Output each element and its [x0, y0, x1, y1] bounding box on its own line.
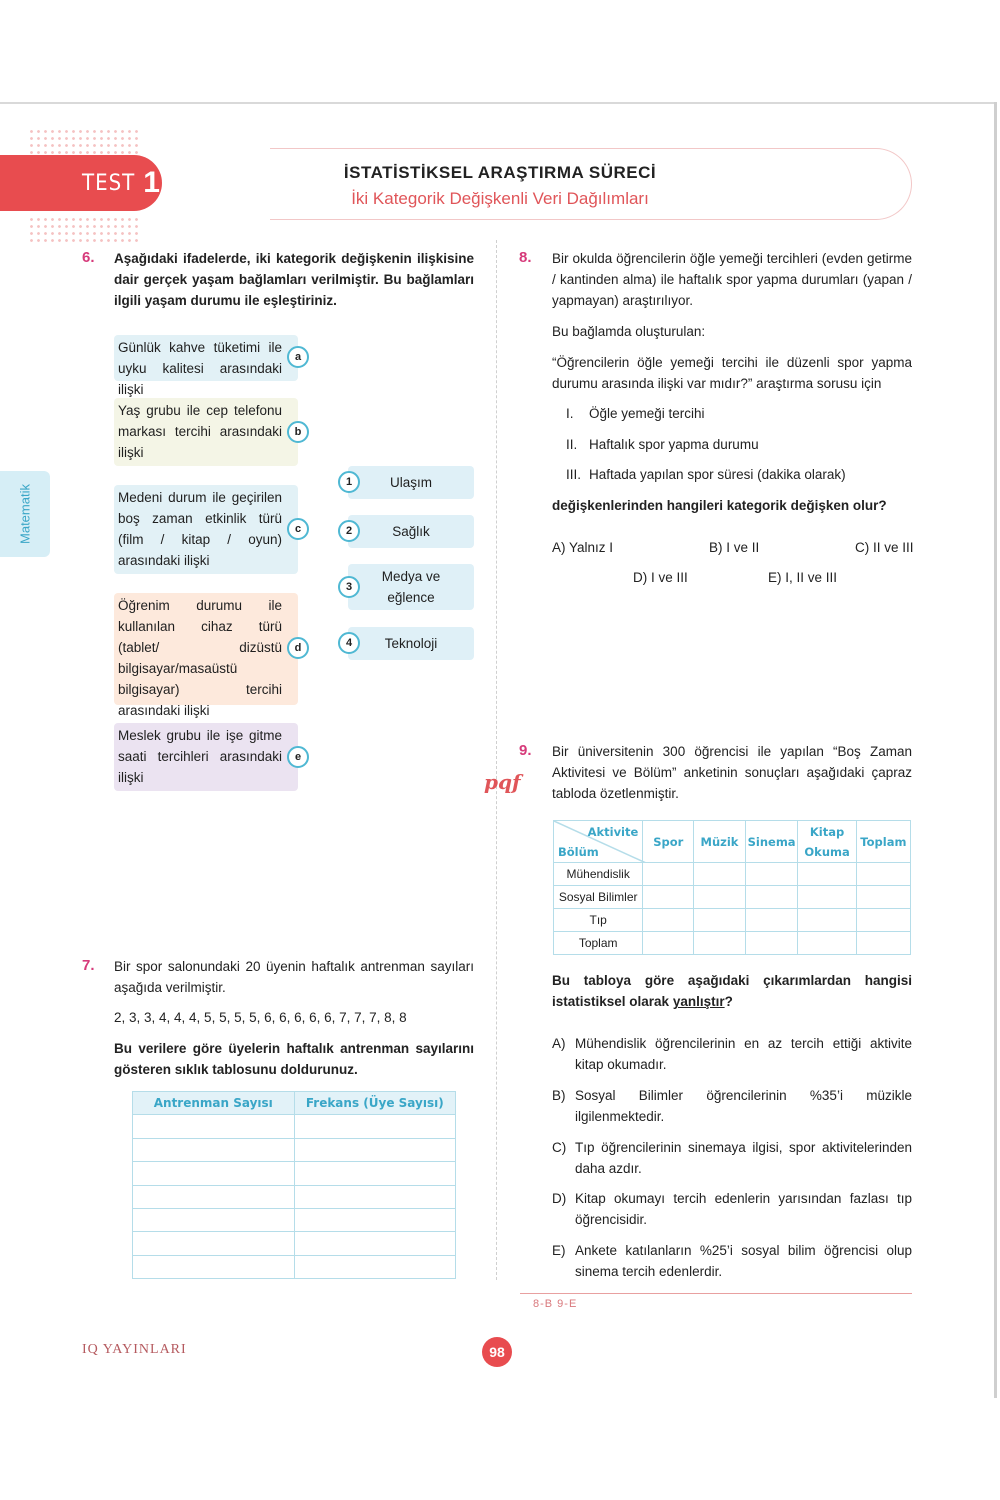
- q6-num-2: 2: [338, 520, 360, 542]
- q9-option-b-letter[interactable]: B): [552, 1088, 566, 1103]
- q8-option-b[interactable]: B) I ve II: [709, 540, 760, 555]
- table-row: [554, 909, 911, 932]
- q6-number: 6.: [82, 249, 95, 266]
- q6-option-4-text: Teknoloji: [384, 636, 438, 651]
- q8-item-1-text: Öğle yemeği tercihi: [589, 406, 705, 421]
- test-number: 1: [143, 166, 160, 199]
- q9-option-b-text[interactable]: Sosyal Bilimler öğrencilerinin %35’i müzikle ilgilenmektedir.: [575, 1088, 912, 1124]
- q9-col-toplam: Toplam: [856, 821, 910, 863]
- q8-item-3-text: Haftada yapılan spor süresi (dakika olarak): [589, 467, 846, 482]
- q8-question: değişkenlerinden hangileri kategorik değişken olur?: [552, 498, 887, 513]
- q6-item-b-text: Yaş grubu ile cep telefonu markası tercihi arasındaki ilişki: [118, 403, 282, 460]
- q9-row-muhendislik: Mühendislik: [554, 863, 643, 886]
- q9-corner-cell: [554, 821, 643, 863]
- empty-cell: [694, 886, 746, 909]
- q9-cross-table: [553, 820, 911, 955]
- q9-option-e-letter[interactable]: E): [552, 1243, 566, 1258]
- q9-option-a-letter[interactable]: A): [552, 1036, 566, 1051]
- q6-item-a: [114, 335, 298, 397]
- empty-cell: [798, 932, 856, 955]
- table-row: [133, 1138, 456, 1161]
- q8-quote: “Öğrencilerin öğle yemeği tercihi ile düzenli spor yapma durumu arasında ilişki var mıdır?” araştırma sorusu için: [552, 355, 912, 391]
- empty-cell: [798, 863, 856, 886]
- q6-item-a-text: Günlük kahve tüketimi ile uyku kalitesi arasındaki ilişki: [118, 340, 282, 397]
- empty-cell: [798, 886, 856, 909]
- top-rule: [0, 102, 996, 104]
- empty-cell: [643, 863, 694, 886]
- empty-cell: [745, 932, 798, 955]
- q7-header-count: Antrenman Sayısı: [133, 1092, 295, 1115]
- q9-col-kitap: Kitap Okuma: [798, 821, 856, 863]
- q6-option-4: [348, 627, 474, 660]
- q9-question: [552, 970, 912, 1012]
- q6-option-3: [348, 564, 474, 610]
- decorative-dots: [28, 128, 138, 154]
- q7-text: Bir spor salonundaki 20 üyenin haftalık antrenman sayıları aşağıda verilmiştir.: [114, 959, 474, 995]
- table-row: [133, 1115, 456, 1138]
- q9-option-c-text[interactable]: Tıp öğrencilerinin sinemaya ilgisi, spor aktivitelerinden daha azdır.: [575, 1140, 912, 1176]
- table-row: [554, 863, 911, 886]
- empty-cell[interactable]: [133, 1138, 295, 1161]
- empty-cell[interactable]: [133, 1255, 295, 1278]
- q7-question: Bu verilere göre üyelerin haftalık antrenman sayılarını gösteren sıklık tablosunu doldurunuz.: [114, 1041, 474, 1077]
- table-row: [133, 1208, 456, 1231]
- q8-option-c[interactable]: C) II ve III: [855, 540, 914, 555]
- q6-letter-c: c: [287, 518, 309, 540]
- q6-item-c: [114, 485, 298, 574]
- q6-letter-a: a: [287, 346, 309, 368]
- q9-col-spor: Spor: [643, 821, 694, 863]
- empty-cell: [856, 909, 910, 932]
- answer-key-rule: [520, 1293, 912, 1294]
- empty-cell[interactable]: [294, 1232, 455, 1255]
- empty-cell: [694, 932, 746, 955]
- q8-number: 8.: [519, 249, 532, 266]
- test-tab: [0, 155, 162, 211]
- subject-side-tab: [0, 471, 50, 557]
- q9-option-e-text[interactable]: Ankete katılanların %25’i sosyal bilim öğrencisi olup sinema tercih edenlerdir.: [575, 1243, 912, 1279]
- decorative-dots: [28, 216, 138, 242]
- empty-cell: [694, 909, 746, 932]
- q6-item-e: [114, 723, 298, 791]
- page-number: 98: [482, 1337, 512, 1367]
- empty-cell: [856, 886, 910, 909]
- empty-cell: [643, 886, 694, 909]
- q8-item-3-roman: III.: [566, 467, 582, 482]
- test-label: TEST: [82, 170, 136, 196]
- empty-cell[interactable]: [133, 1232, 295, 1255]
- empty-cell: [856, 863, 910, 886]
- q9-row-toplam: Toplam: [554, 932, 643, 955]
- q9-row-tip: Tıp: [554, 909, 643, 932]
- q6-option-3-text: Medya ve eğlence: [381, 569, 441, 605]
- q9-number: 9.: [519, 742, 532, 759]
- page-edge: [994, 102, 997, 1398]
- q9-option-d-text[interactable]: Kitap okumayı tercih edenlerin yarısından fazlası tıp öğrencisidir.: [575, 1191, 912, 1227]
- empty-cell: [643, 932, 694, 955]
- empty-cell: [798, 909, 856, 932]
- q9-corner-bottom: Bölüm: [558, 845, 599, 859]
- q9-option-a-text[interactable]: Mühendislik öğrencilerinin en az tercih ettiği aktivite kitap okumadır.: [575, 1036, 912, 1072]
- q6-option-2-text: Sağlık: [392, 524, 430, 539]
- q8-option-e[interactable]: E) I, II ve III: [768, 570, 838, 585]
- q9-option-c-letter[interactable]: C): [552, 1140, 567, 1155]
- empty-cell: [745, 909, 798, 932]
- q6-option-2: [348, 515, 474, 548]
- empty-cell: [745, 863, 798, 886]
- empty-cell[interactable]: [294, 1185, 455, 1208]
- empty-cell[interactable]: [294, 1115, 455, 1138]
- pqf-logo: pqf: [484, 770, 521, 794]
- q8-item-1-roman: I.: [566, 406, 574, 421]
- q6-item-d: [114, 593, 298, 718]
- table-row: [133, 1185, 456, 1208]
- q6-item-d-text: Öğrenim durumu ile kullanılan cihaz türü (tablet/ dizüstü bilgisayar/masaüstü bilgisayar) tercihi arasındaki ilişki: [118, 598, 282, 718]
- q8-option-d[interactable]: D) I ve III: [633, 570, 688, 585]
- q9-question-end: ?: [724, 994, 733, 1009]
- empty-cell[interactable]: [294, 1162, 455, 1185]
- q9-corner-top: Aktivite: [587, 825, 639, 839]
- q7-data: 2, 3, 3, 4, 4, 4, 5, 5, 5, 5, 6, 6, 6, 6, 6, 7, 7, 7, 8, 8: [114, 1010, 407, 1025]
- answer-key: 8-B 9-E: [533, 1298, 578, 1310]
- empty-cell[interactable]: [133, 1115, 295, 1138]
- q6-prompt: Aşağıdaki ifadelerde, iki kategorik değişkenin ilişkisine dair gerçek yaşam bağlamları verilmiştir. Bu bağlamları ilgili yaşam durumu ile eşleştiriniz.: [114, 251, 474, 308]
- table-row: [133, 1232, 456, 1255]
- empty-cell[interactable]: [133, 1162, 295, 1185]
- q6-letter-d: d: [287, 637, 309, 659]
- empty-cell[interactable]: [294, 1208, 455, 1231]
- table-row: [554, 886, 911, 909]
- q8-text: Bir okulda öğrencilerin öğle yemeği tercihleri (evden getirme / kantinden alma) ile haftalık spor yapma durumları (yapan / yapmayan) araştırılıyor.: [552, 251, 912, 308]
- empty-cell: [643, 909, 694, 932]
- q8-context: Bu bağlamda oluşturulan:: [552, 324, 706, 339]
- q7-header-frequency: Frekans (Üye Sayısı): [294, 1092, 455, 1115]
- q6-item-c-text: Medeni durum ile geçirilen boş zaman etkinlik türü (film / kitap / oyun) arasındaki ilişki: [118, 490, 282, 568]
- empty-cell: [856, 932, 910, 955]
- q6-letter-e: e: [287, 746, 309, 768]
- title-frame: [270, 148, 912, 220]
- q9-question-part1: Bu tabloya göre aşağıdaki çıkarımlardan hangisi istatistiksel olarak: [552, 973, 912, 1009]
- q8-item-2-roman: II.: [566, 437, 578, 452]
- q6-num-1: 1: [338, 471, 360, 493]
- empty-cell: [694, 863, 746, 886]
- table-row: [554, 932, 911, 955]
- q6-num-3: 3: [338, 576, 360, 598]
- subject-label: Matematik: [17, 484, 33, 544]
- page-title: İSTATİSTİKSEL ARAŞTIRMA SÜRECİ: [343, 163, 657, 182]
- publisher-name: IQ YAYINLARI: [82, 1342, 187, 1357]
- q9-option-d-letter[interactable]: D): [552, 1191, 567, 1206]
- q6-option-1: [348, 466, 474, 499]
- q6-option-1-text: Ulaşım: [389, 475, 432, 490]
- empty-cell[interactable]: [133, 1185, 295, 1208]
- page-subtitle: İki Kategorik Değişkenli Veri Dağılımları: [351, 189, 649, 208]
- empty-cell[interactable]: [294, 1255, 455, 1278]
- q8-item-2-text: Haftalık spor yapma durumu: [589, 437, 759, 452]
- table-row: [133, 1162, 456, 1185]
- q9-question-underlined: yanlıştır: [672, 994, 725, 1009]
- q6-letter-b: b: [287, 421, 309, 443]
- table-row: [133, 1255, 456, 1278]
- column-divider: [496, 240, 497, 1280]
- q8-option-a[interactable]: A) Yalnız I: [552, 540, 614, 555]
- q9-row-sosyal: Sosyal Bilimler: [554, 886, 643, 909]
- q6-num-4: 4: [338, 632, 360, 654]
- q6-item-b: [114, 398, 298, 466]
- q9-col-muzik: Müzik: [694, 821, 746, 863]
- q7-frequency-table: [132, 1091, 456, 1279]
- empty-cell: [745, 886, 798, 909]
- q9-text: Bir üniversitenin 300 öğrencisi ile yapılan “Boş Zaman Aktivitesi ve Bölüm” anketinin sonuçları aşağıdaki çapraz tabloda özetlenmiştir.: [552, 744, 912, 801]
- q7-number: 7.: [82, 957, 95, 974]
- empty-cell[interactable]: [133, 1208, 295, 1231]
- empty-cell[interactable]: [294, 1138, 455, 1161]
- q9-col-sinema: Sinema: [745, 821, 798, 863]
- q6-item-e-text: Meslek grubu ile işe gitme saati tercihleri arasındaki ilişki: [118, 728, 282, 785]
